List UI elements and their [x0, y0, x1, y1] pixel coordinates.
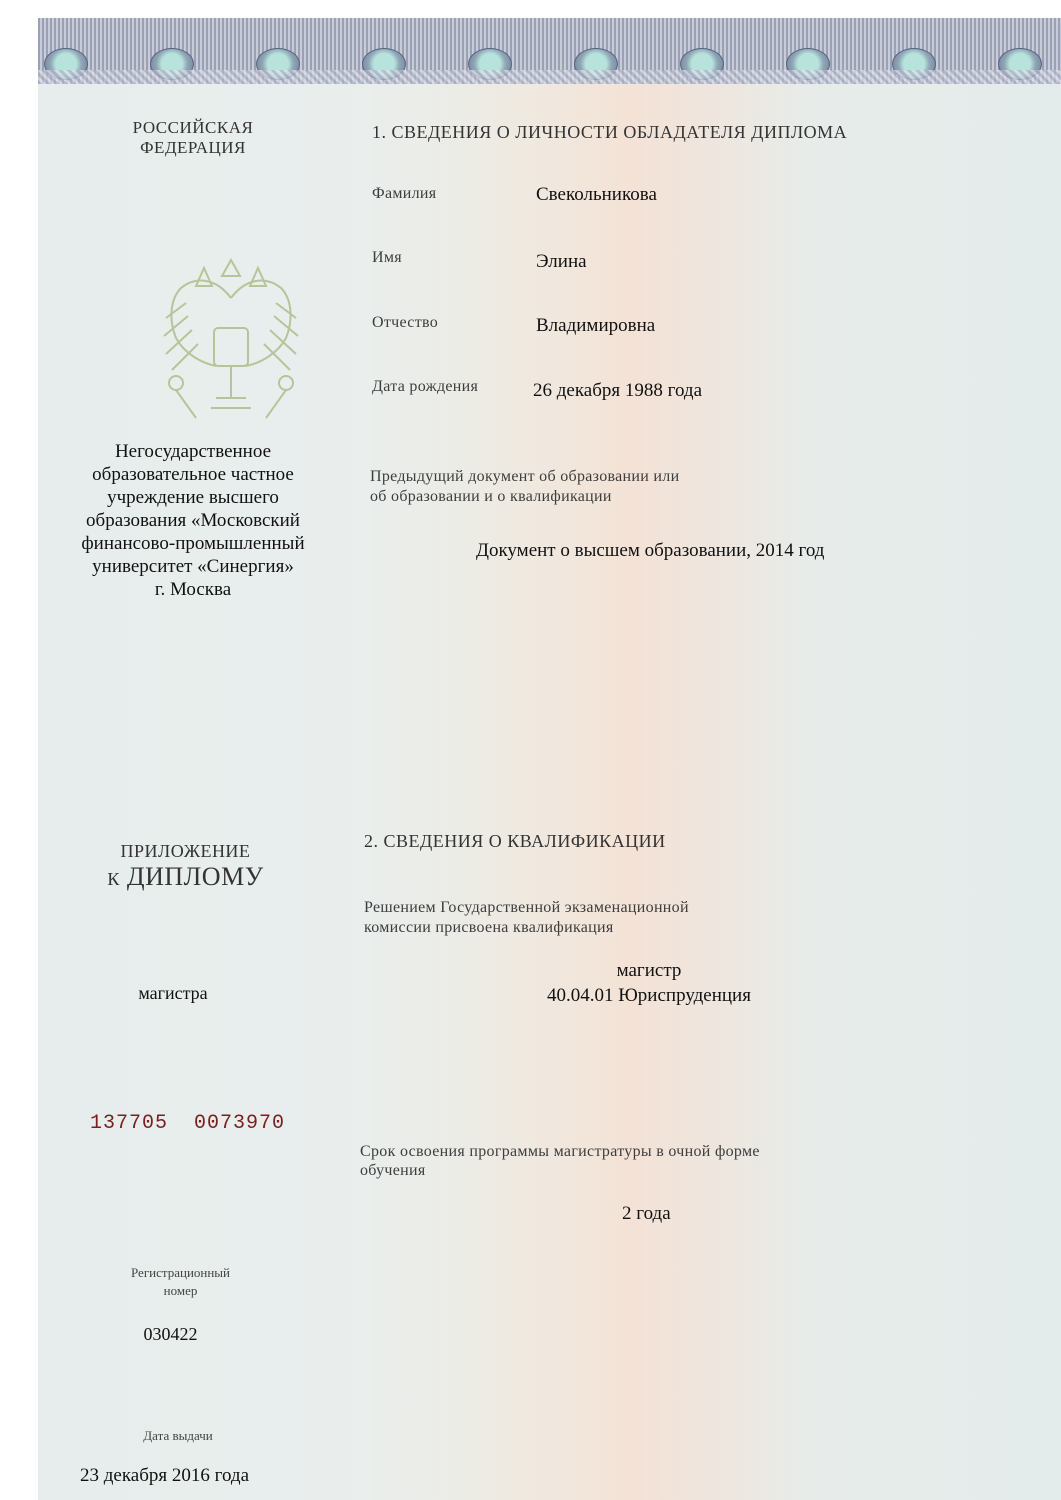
previous-document-label-line-2: об образовании и о квалификации	[370, 488, 612, 505]
institution-name	[58, 440, 328, 601]
double-headed-eagle-emblem-icon	[156, 258, 306, 423]
previous-document-label	[370, 467, 679, 507]
section-1-title: 1. СВЕДЕНИЯ О ЛИЧНОСТИ ОБЛАДАТЕЛЯ ДИПЛОМА	[372, 122, 848, 142]
qualification-decision-label	[364, 898, 689, 938]
guilloche-border	[38, 18, 1061, 84]
institution-line: Негосударственное	[114, 441, 272, 462]
institution-line: университет «Синергия»	[92, 556, 294, 577]
institution-line: образовательное частное	[92, 464, 294, 485]
registration-number-label	[108, 1264, 253, 1300]
diploma-appendix-page	[38, 18, 1061, 1500]
first-name-value: Элина	[536, 251, 587, 272]
rosette-ornament	[574, 48, 618, 80]
surname-label: Фамилия	[372, 185, 437, 202]
blank-serial-number: 137705 0073970	[90, 1112, 286, 1135]
study-term-label-line-1: Срок освоения программы магистратуры в очной форме	[360, 1143, 760, 1160]
registration-label-line-1: Регистрационный	[130, 1265, 231, 1280]
rosette-ornament	[362, 48, 406, 80]
rosette-ornament	[150, 48, 194, 80]
birth-date-value: 26 декабря 1988 года	[533, 380, 703, 401]
issue-date-label: Дата выдачи	[143, 1428, 213, 1443]
rosette-ornament	[44, 48, 88, 80]
rosette-ornament	[256, 48, 300, 80]
country-line-1: РОССИЙСКАЯ	[132, 118, 254, 137]
issue-date: 23 декабря 2016 года	[80, 1465, 250, 1486]
qualification-block	[518, 958, 780, 1008]
birth-date-label: Дата рождения	[372, 378, 479, 395]
qualification-decision-line-1: Решением Государственной экзаменационной	[364, 899, 689, 916]
rosette-ornament	[892, 48, 936, 80]
previous-document-label-line-1: Предыдущий документ об образовании или	[370, 468, 680, 485]
patronymic-value: Владимировна	[536, 315, 656, 336]
appendix-title-line-2: к ДИПЛОМУ	[107, 862, 264, 891]
rosette-ornament	[468, 48, 512, 80]
degree-level: магистра	[138, 983, 208, 1003]
study-term-value: 2 года	[622, 1203, 671, 1224]
registration-label-line-2: номер	[163, 1283, 198, 1298]
rosette-ornament	[680, 48, 724, 80]
study-term-label	[360, 1142, 760, 1180]
previous-document-value: Документ о высшем образовании, 2014 год	[476, 540, 825, 561]
first-name-label: Имя	[372, 249, 402, 266]
rosette-ornament	[998, 48, 1042, 80]
institution-line: учреждение высшего	[107, 487, 279, 508]
institution-line: г. Москва	[154, 579, 232, 600]
specialty-value: 40.04.01 Юриспруденция	[547, 985, 751, 1006]
rosette-ornament	[786, 48, 830, 80]
institution-line: образования «Московский	[86, 510, 300, 531]
country-line-2: ФЕДЕРАЦИЯ	[140, 138, 246, 157]
registration-number: 030422	[143, 1324, 198, 1344]
study-term-label-line-2: обучения	[360, 1162, 426, 1179]
appendix-title	[88, 838, 283, 890]
section-2-title: 2. СВЕДЕНИЯ О КВАЛИФИКАЦИИ	[364, 831, 666, 851]
qualification-value: магистр	[616, 960, 682, 981]
institution-line: финансово-промышленный	[81, 533, 305, 554]
qualification-decision-line-2: комиссии присвоена квалификация	[364, 919, 614, 936]
patronymic-label: Отчество	[372, 314, 439, 331]
country-heading	[98, 118, 288, 158]
surname-value: Свекольникова	[536, 184, 657, 205]
appendix-title-line-1: ПРИЛОЖЕНИЕ	[120, 841, 251, 861]
